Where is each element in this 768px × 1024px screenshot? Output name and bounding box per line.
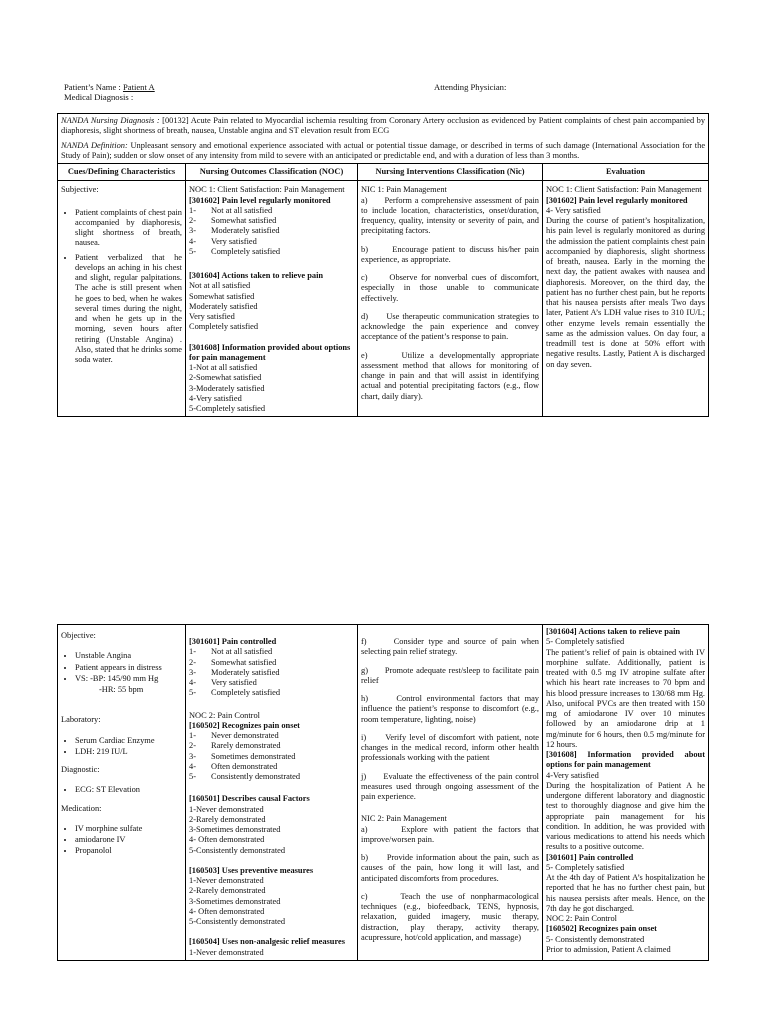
eval-text: During the hospitalization of Patient A he undergone different laboratory and diagnostic test to thoroughly diagnose and give him the appropriate pain management for his condition. In addition, he was provided with various medications to attend his needs which results to a positive outcome. [546, 780, 705, 852]
noc-cell [186, 625, 358, 961]
eval-text: At the 4th day of Patient A’s hospitalization he reported that he has no further chest pain, but his nausea persists after meals. Hence, on the 7th day he got discharged. [546, 873, 705, 913]
noc2-heading: NOC 2: Pain Control [189, 710, 260, 720]
medical-diagnosis-label: Medical Diagnosis : [64, 92, 134, 103]
nanda-diagnosis-text: [00132] Acute Pain related to Myocardial ischemia resulting from Coronary Artery occlusion as evidenced by Patient complaints of chest pain accompanied by diaphoresis, slight shortness of breath, nausea, Unstable angina and ST elevation result from ECG [61, 116, 706, 136]
patient-header [64, 82, 724, 103]
intervention-item: d) Use therapeutic communication strategies to acknowledge the pain experience and convey acceptance of the patient’s response to pain. [361, 311, 539, 342]
intervention-item: b) Encourage patient to discuss his/her pain experience, as appropriate. [361, 244, 539, 264]
col-header-nic: Nursing Interventions Classification (Nic) [358, 164, 543, 181]
col-header-noc: Nursing Outcomes Classification (NOC) [186, 164, 358, 181]
eval-heading: NOC 1: Client Satisfaction: Pain Management [546, 185, 702, 195]
list-item: • Serum Cardiac Enzyme [75, 736, 182, 746]
outcome-title: [301608] Information provided about options for pain management [189, 342, 351, 362]
outcome-title: [160502] Recognizes pain onset [546, 924, 657, 934]
outcome-title: [301604] Actions taken to relieve pain [546, 627, 681, 636]
eval-text: During the course of patient’s hospitalization, his pain level is regularly monitored as during the admission the patient complaints chest pain accompanied by diaphoresis, slight shortness of breath, nausea. Early in the morning the next day, the patient awakes with nausea and diaphoresis. Moreover, on the third day, the patient has no further chest pain, but he reports that his nausea persists after meals Two days later, Patient A’s LDH value rises to 310 IU/L; other enzyme levels remain essentially the same as the admission values. On day four, a treadmill test is done at 50% effort with negative results. Lastly, Patient A is discharged on day seven. [546, 216, 706, 369]
scale-item: 4- Very satisfied [189, 678, 257, 687]
scale-item: 1-Never demonstrated [189, 947, 264, 957]
patient-name-label: Patient’s Name : [64, 82, 121, 92]
intervention-item: e) Utilize a developmentally appropriate assessment method that allows for monitoring of change in pain and that will assist in identifying actual and potential precipitating factors (e.g., flow chart, daily diary). [361, 350, 539, 401]
list-item: • VS: -BP: 145/90 mm Hg [75, 674, 182, 684]
scale-item: 3-Sometimes demonstrated [189, 825, 281, 834]
eval-rating: 5- Consistently demonstrated [546, 934, 645, 944]
scale-item: 4- Often demonstrated [189, 906, 265, 916]
scale-item: 2-Rarely demonstrated [189, 814, 266, 824]
scale-item: 3-Sometimes demonstrated [189, 896, 281, 906]
eval-text: The patient’s relief of pain is obtained with IV morphine sulfate. Additionally, patient is treated with 0.5 mg IV atropine sulfate after which his heart rate increases to 70 bpm and his blood pressure increases to 130/68 mm Hg. Also, unifocal PVCs are then treated with 150 mg of amiodarone IV over 10 minutes followed by an amiodarone drip at 1 mg/minute for 6 hours, then 0.5 mg/minute for 12 hours. [546, 647, 705, 749]
scale-item: 3- Sometimes demonstrated [189, 751, 296, 761]
intervention-item: c) Teach the use of nonpharmacological techniques (e.g., biofeedback, TENS, hypnosis, relaxation, guided imagery, music therapy, distraction, play therapy, activity therapy, acupressure, hot/cold application, and massage) [361, 891, 539, 942]
laboratory-label: Laboratory: [61, 715, 101, 725]
scale-item: 3- Moderately satisfied [189, 226, 280, 236]
cues-cell [58, 181, 186, 417]
eval-rating: 5- Completely satisfied [546, 862, 625, 872]
scale-item: 2- Rarely demonstrated [189, 741, 281, 751]
col-header-evaluation: Evaluation [543, 164, 709, 181]
scale-item: Not at all satisfied [189, 281, 251, 291]
nanda-section [58, 114, 709, 164]
intervention-item: b) Provide information about the pain, such as causes of the pain, how long it will last, and anticipated discomforts from procedures. [361, 853, 539, 883]
noc-heading: NOC 1: Client Satisfaction: Pain Management [189, 185, 345, 195]
col-header-cues: Cues/Defining Characteristics [58, 164, 186, 181]
heart-rate: -HR: 55 bpm [99, 685, 144, 694]
evaluation-cell [543, 625, 709, 961]
scale-item: 2- Somewhat satisfied [189, 216, 277, 225]
eval-rating: 4- Very satisfied [546, 205, 601, 215]
care-plan-table-page1 [57, 113, 709, 417]
cues-cell [58, 625, 186, 961]
scale-item: 1- Not at all satisfied [189, 205, 273, 215]
care-plan-table-page2 [57, 624, 709, 961]
outcome-title: [301602] Pain level regularly monitored [189, 195, 331, 205]
list-item: • amiodarone IV [75, 835, 182, 845]
list-item: • IV morphine sulfate [75, 824, 182, 834]
list-item: • Patient verbalized that he develops an aching in his chest and slight, regular palpitations. The ache is still present when he goes to bed, when he wakes several times during the night, and when he gets up in the morning, seven hours after retiring (Unstable Angina) . Also, stated that he drinks some soda water. [75, 253, 182, 366]
list-item: • Patient appears in distress [75, 663, 182, 673]
scale-item: 3- Moderately satisfied [189, 667, 280, 677]
scale-item: 1-Never demonstrated [189, 804, 264, 814]
intervention-item: j) Evaluate the effectiveness of the pain control measures used through ongoing assessment of the pain experience. [361, 771, 539, 801]
nanda-definition-text: Unpleasant sensory and emotional experience associated with actual or potential tissue damage, or described in terms of such damage (International Association for the Study of Pain); sudden or slow onset of any intensity from mild to severe with an anticipated or predictable end, and with a duration of less than 3 months. [61, 140, 706, 160]
outcome-title: [301601] Pain controlled [546, 852, 634, 862]
scale-item: 5- Completely satisfied [189, 246, 281, 256]
intervention-item: a) Perform a comprehensive assessment of pain to include location, characteristics, onset/duration, frequency, quality, intensity or severity of pain, and precipitating factors. [361, 195, 539, 236]
eval-rating: 5- Completely satisfied [546, 637, 625, 647]
scale-item: Completely satisfied [189, 322, 259, 332]
intervention-item: a) Explore with patient the factors that improve/worsen pain. [361, 824, 539, 844]
scale-item: Moderately satisfied [189, 301, 258, 311]
outcome-title: [160501] Describes causal Factors [189, 794, 310, 804]
scale-item: 4- Often demonstrated [189, 761, 278, 771]
scale-item: 1- Not at all satisfied [189, 647, 273, 657]
list-item: • Unstable Angina [75, 651, 182, 661]
intervention-item: i) Verify level of discomfort with patient, note changes in the medical record, inform other health professionals working with the patient [361, 732, 539, 763]
scale-item: 2- Somewhat satisfied [189, 657, 277, 667]
nic2-heading: NIC 2: Pain Management [361, 814, 447, 824]
intervention-item: f) Consider type and source of pain when selecting pain relief strategy. [361, 637, 539, 657]
diagnostic-label: Diagnostic: [61, 765, 100, 774]
scale-item: 1-Not at all satisfied [189, 363, 258, 372]
list-item: • Patient complaints of chest pain accompanied by diaphoresis, slight shortness of breath, nausea. [75, 208, 182, 249]
scale-item: 4- Very satisfied [189, 236, 257, 246]
subjective-label: Subjective: [61, 185, 99, 195]
nanda-definition-label: NANDA Definition: [61, 140, 128, 150]
eval-text: Prior to admission, Patient A claimed [546, 944, 671, 954]
outcome-title: [301602] Pain level regularly monitored [546, 195, 688, 205]
intervention-item: g) Promote adequate rest/sleep to facilitate pain relief [361, 665, 539, 685]
patient-name: Patient A [122, 82, 155, 92]
objective-label: Objective: [61, 631, 96, 640]
nanda-diagnosis-label: NANDA Nursing Diagnosis : [61, 116, 160, 125]
scale-item: 1- Never demonstrated [189, 731, 279, 740]
list-item: • Propanolol [75, 846, 182, 856]
scale-item: 5- Consistently demonstrated [189, 772, 301, 781]
nic-cell [358, 181, 543, 417]
outcome-title: [160504] Uses non-analgesic relief measures [189, 937, 346, 947]
scale-item: 4-Very satisfied [189, 393, 242, 403]
intervention-item: c) Observe for nonverbal cues of discomfort, especially in those unable to communicate effectively. [361, 273, 540, 303]
outcome-title: [160502] Recognizes pain onset [189, 720, 300, 730]
nic-cell [358, 625, 543, 961]
outcome-title: [301608] Information provided about options for pain management [546, 750, 705, 770]
scale-item: 5-Consistently demonstrated [189, 845, 286, 855]
scale-item: 3-Moderately satisfied [189, 383, 265, 393]
medication-label: Medication: [61, 803, 102, 813]
list-item: • LDH: 219 IU/L [75, 747, 182, 757]
scale-item: 2-Rarely demonstrated [189, 886, 266, 896]
intervention-item: h) Control environmental factors that may influence the patient’s response to discomfort (e.g., room temperature, lighting, noise) [361, 694, 539, 724]
noc2-heading: NOC 2: Pain Control [546, 914, 617, 923]
outcome-title: [301601] Pain controlled [189, 637, 277, 646]
eval-rating: 4-Very satisfied [546, 770, 599, 780]
scale-item: 5-Consistently demonstrated [189, 917, 286, 926]
evaluation-cell [543, 181, 709, 417]
outcome-title: [160503] Uses preventive measures [189, 865, 314, 875]
attending-physician-label: Attending Physician: [434, 82, 507, 92]
scale-item: 5- Completely satisfied [189, 688, 281, 698]
scale-item: 4- Often demonstrated [189, 835, 265, 845]
noc-cell [186, 181, 358, 417]
scale-item: Somewhat satisfied [189, 291, 255, 301]
scale-item: 1-Never demonstrated [189, 876, 264, 885]
list-item: • ECG: ST Elevation [75, 785, 182, 795]
scale-item: 5-Completely satisfied [189, 404, 266, 413]
scale-item: Very satisfied [189, 312, 235, 321]
outcome-title: [301604] Actions taken to relieve pain [189, 271, 324, 280]
nic-heading: NIC 1: Pain Management [361, 185, 447, 195]
scale-item: 2-Somewhat satisfied [189, 373, 262, 383]
